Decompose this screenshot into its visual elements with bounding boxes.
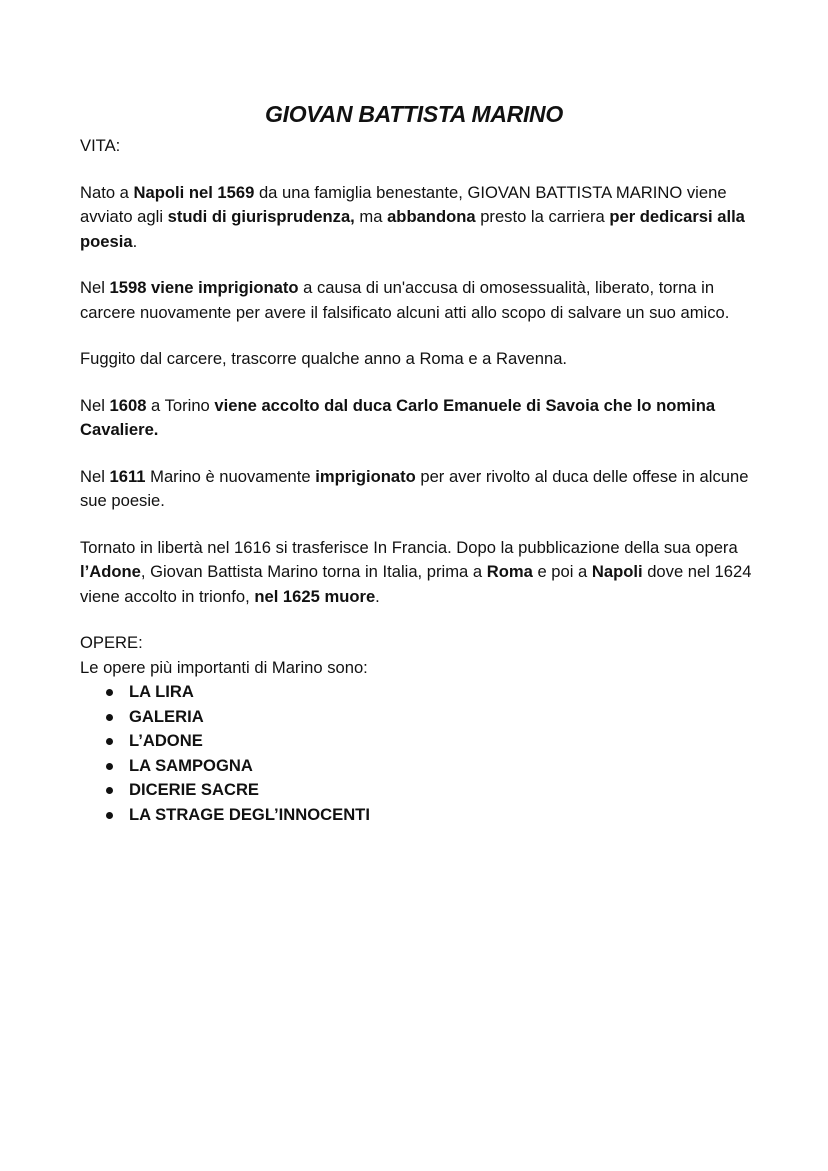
bullet-icon: [106, 787, 113, 794]
list-item: LA STRAGE DEGL’INNOCENTI: [80, 803, 756, 828]
paragraph-1611: Nel 1611 Marino è nuovamente imprigionato per aver rivolto al duca delle offese in alcune sue poesie.: [80, 466, 749, 510]
list-item: LA SAMPOGNA: [80, 754, 756, 779]
bullet-icon: [106, 714, 113, 721]
bullet-icon: [106, 738, 113, 745]
paragraph-birth: Nato a Napoli nel 1569 da una famiglia benestante, GIOVAN BATTISTA MARINO viene avviato agli studi di giurisprudenza, ma abbandona presto la carriera per dedicarsi alla poesia.: [80, 182, 745, 251]
list-item: GALERIA: [80, 705, 756, 730]
list-item: LA LIRA: [80, 680, 756, 705]
paragraph-torino: Nel 1608 a Torino viene accolto dal duca Carlo Emanuele di Savoia che lo nomina Cavaliere.: [80, 395, 716, 439]
opere-list: [80, 680, 756, 827]
vita-heading: VITA:: [80, 136, 121, 155]
document-title: GIOVAN BATTISTA MARINO: [265, 101, 563, 127]
paragraph-escape: Fuggito dal carcere, trascorre qualche anno a Roma e a Ravenna.: [80, 349, 568, 368]
bullet-icon: [106, 763, 113, 770]
bullet-icon: [106, 689, 113, 696]
list-item: DICERIE SACRE: [80, 778, 756, 803]
opere-heading: OPERE:: [80, 633, 143, 652]
list-item: L’ADONE: [80, 729, 756, 754]
opere-intro: Le opere più importanti di Marino sono:: [80, 657, 368, 677]
paragraph-france: Tornato in libertà nel 1616 si trasferisce In Francia. Dopo la pubblicazione della sua opera l’Adone, Giovan Battista Marino torna in Italia, prima a Roma e poi a Napoli dove nel 1624 viene accolto in trionfo, nel 1625 muore.: [80, 537, 752, 606]
document-body: [80, 134, 756, 827]
bullet-icon: [106, 812, 113, 819]
paragraph-imprisonment: Nel 1598 viene imprigionato a causa di un'accusa di omosessualità, liberato, torna in carcere nuovamente per avere il falsificato alcuni atti allo scopo di salvare un suo amico.: [80, 278, 730, 322]
